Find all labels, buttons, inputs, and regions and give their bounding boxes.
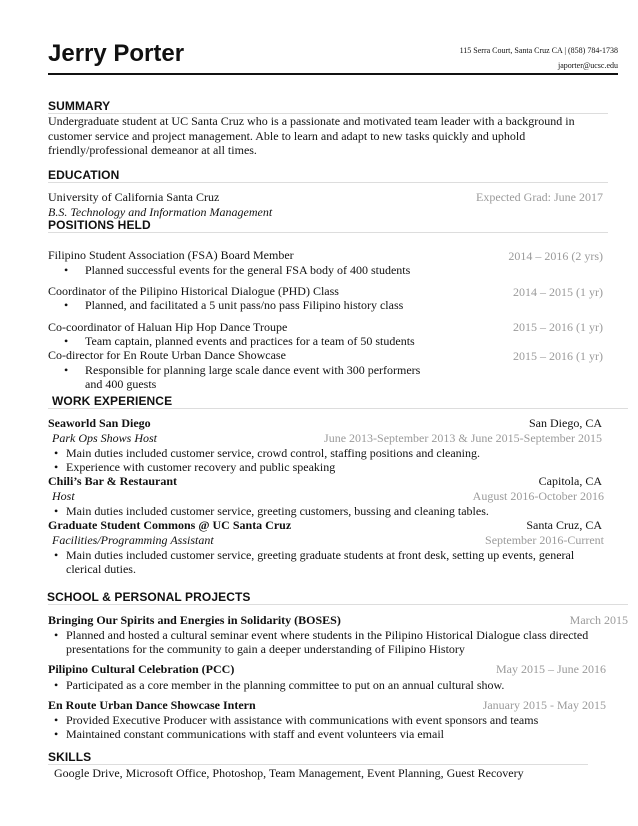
- job-bullet: Experience with customer recovery and public speaking: [66, 460, 336, 474]
- job-bullet: Main duties included customer service, crowd control, staffing positions and cleaning.: [66, 446, 481, 460]
- projects-heading: SCHOOL & PERSONAL PROJECTS: [47, 590, 251, 604]
- position-bullet: Team captain, planned events and practices for a team of 50 students: [85, 334, 415, 348]
- bullet-icon: •: [64, 334, 69, 348]
- position-date: 2015 – 2016 (1 yr): [513, 349, 603, 363]
- position-bullet: Planned, and facilitated a 5 unit pass/no pass Filipino history class: [85, 298, 404, 312]
- job-bullet: Main duties included customer service, greeting customers, bussing and cleaning tables.: [66, 504, 489, 518]
- work-rule: [48, 408, 628, 409]
- summary-line: friendly/professional demeanor at all times.: [48, 143, 257, 157]
- project-bullet: Planned and hosted a cultural seminar event where students in the Pilipino Historical Dialogue class directed: [66, 628, 589, 642]
- position-title: Co-coordinator of Haluan Hip Hop Dance Troupe: [48, 320, 288, 334]
- positions-heading: POSITIONS HELD: [48, 218, 151, 232]
- education-school: University of California Santa Cruz: [48, 190, 220, 204]
- education-grad-date: Expected Grad: June 2017: [476, 190, 603, 204]
- education-heading: EDUCATION: [48, 168, 120, 182]
- project-bullet: Maintained constant communications with staff and event volunteers via email: [66, 727, 445, 741]
- job-bullet-cont: clerical duties.: [66, 562, 136, 576]
- summary-heading: SUMMARY: [48, 99, 111, 113]
- bullet-icon: •: [54, 446, 59, 460]
- job-employer: Seaworld San Diego: [48, 416, 151, 430]
- education-rule: [48, 182, 608, 183]
- job-dates: June 2013-September 2013 & June 2015-September 2015: [324, 431, 602, 445]
- job-location: Santa Cruz, CA: [526, 518, 602, 532]
- project-bullet: Participated as a core member in the planning committee to put on an annual cultural show.: [66, 678, 505, 692]
- bullet-icon: •: [64, 363, 69, 377]
- job-location: San Diego, CA: [529, 416, 602, 430]
- skills-rule: [48, 764, 588, 765]
- job-bullet: Main duties included customer service, greeting graduate students at front desk, setting up events, general: [66, 548, 575, 562]
- project-date: May 2015 – June 2016: [496, 662, 606, 676]
- header-rule: [48, 73, 618, 75]
- bullet-icon: •: [54, 548, 59, 562]
- project-title: En Route Urban Dance Showcase Intern: [48, 698, 256, 712]
- position-bullet: Planned successful events for the general FSA body of 400 students: [85, 263, 411, 277]
- projects-rule: [48, 604, 628, 605]
- position-title: Coordinator of the Pilipino Historical Dialogue (PHD) Class: [48, 284, 339, 298]
- position-title: Filipino Student Association (FSA) Board Member: [48, 248, 294, 262]
- project-title: Pilipino Cultural Celebration (PCC): [48, 662, 235, 676]
- contact-email[interactable]: japorter@ucsc.edu: [557, 61, 618, 70]
- bullet-icon: •: [54, 678, 59, 692]
- bullet-icon: •: [54, 727, 59, 741]
- bullet-icon: •: [54, 713, 59, 727]
- candidate-name: Jerry Porter: [48, 40, 185, 67]
- project-bullet: Provided Executive Producer with assistance with communications with event sponsors and teams: [66, 713, 539, 727]
- job-employer: Graduate Student Commons @ UC Santa Cruz: [48, 518, 292, 532]
- bullet-icon: •: [54, 504, 59, 518]
- position-bullet: Responsible for planning large scale dance event with 300 performers: [85, 363, 421, 377]
- work-heading: WORK EXPERIENCE: [52, 394, 173, 408]
- bullet-icon: •: [54, 460, 59, 474]
- project-date: March 2015: [569, 613, 628, 627]
- job-dates: August 2016-October 2016: [472, 489, 604, 503]
- position-date: 2014 – 2016 (2 yrs): [508, 249, 603, 263]
- job-dates: September 2016-Current: [485, 533, 604, 547]
- project-bullet-cont: presentations for the community to gain a deeper understanding of Filipino History: [66, 642, 465, 656]
- job-location: Capitola, CA: [538, 474, 602, 488]
- education-degree: B.S. Technology and Information Management: [48, 205, 273, 219]
- project-title: Bringing Our Spirits and Energies in Solidarity (BOSES): [48, 613, 341, 627]
- job-employer: Chili’s Bar & Restaurant: [48, 474, 177, 488]
- job-role: Host: [52, 489, 75, 503]
- position-date: 2015 – 2016 (1 yr): [513, 320, 603, 334]
- bullet-icon: •: [64, 263, 69, 277]
- contact-address: 115 Serra Court, Santa Cruz CA | (858) 784-1738: [459, 46, 618, 55]
- positions-rule: [48, 232, 608, 233]
- skills-list: Google Drive, Microsoft Office, Photoshop, Team Management, Event Planning, Guest Recovery: [54, 766, 524, 780]
- position-date: 2014 – 2015 (1 yr): [513, 285, 603, 299]
- skills-heading: SKILLS: [48, 750, 92, 764]
- position-bullet-cont: and 400 guests: [85, 377, 157, 391]
- summary-line: customer service and project management. Able to learn and adapt to new tasks quickly and uphold: [48, 129, 526, 143]
- bullet-icon: •: [64, 298, 69, 312]
- job-role: Facilities/Programming Assistant: [52, 533, 214, 547]
- position-title: Co-director for En Route Urban Dance Showcase: [48, 348, 286, 362]
- project-date: January 2015 - May 2015: [482, 698, 606, 712]
- job-role: Park Ops Shows Host: [52, 431, 158, 445]
- summary-line: Undergraduate student at UC Santa Cruz who is a passionate and motivated team leader with a background in: [48, 114, 575, 128]
- bullet-icon: •: [54, 628, 59, 642]
